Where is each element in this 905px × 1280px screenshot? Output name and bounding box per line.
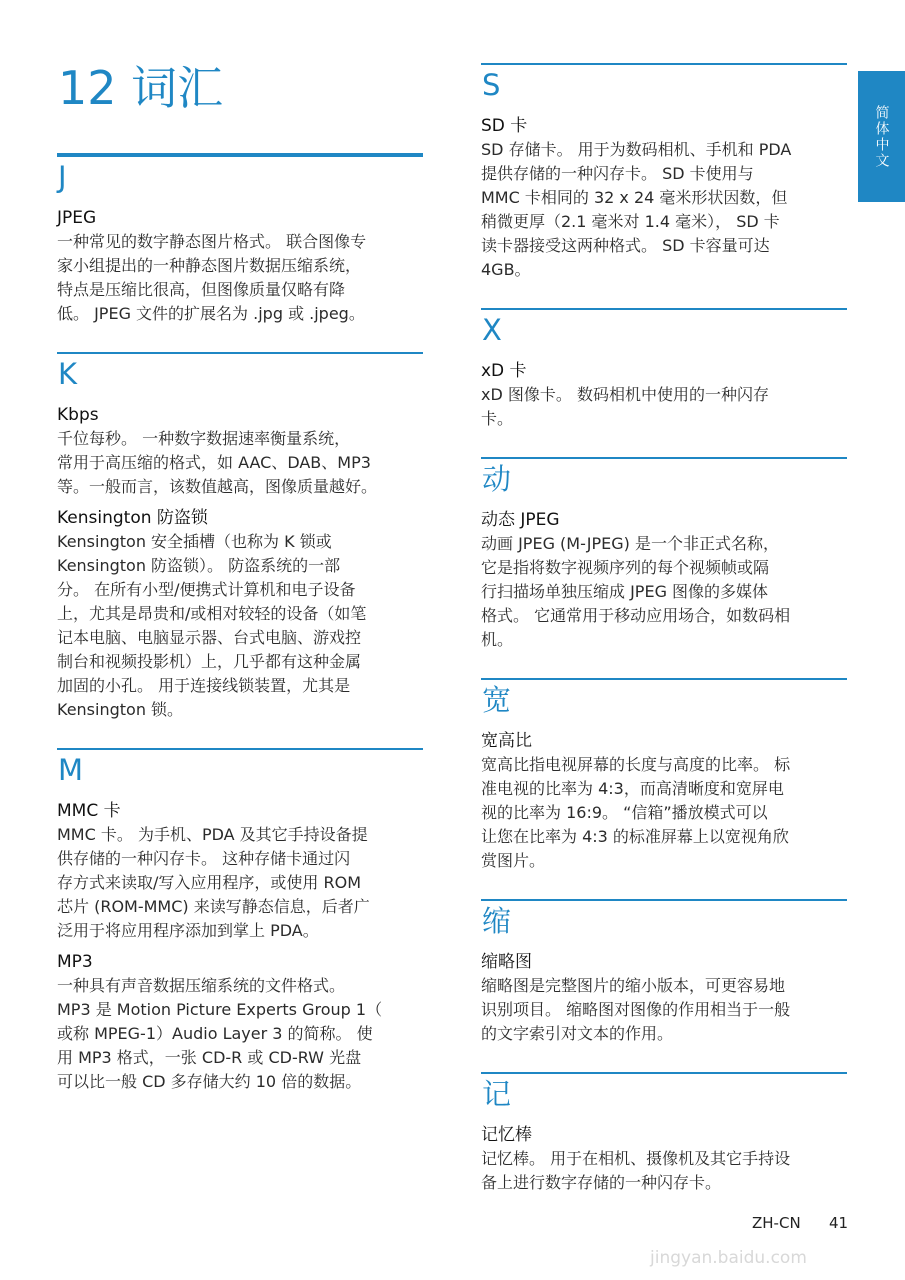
glossary-section (481, 678, 847, 873)
language-tab-label: 简体中文 (873, 104, 890, 169)
glossary-term: 缩略图 (481, 952, 532, 972)
page-title: 12 词汇 (58, 61, 224, 115)
right-column (481, 63, 847, 1203)
section-heading: K (58, 357, 78, 391)
glossary-section (57, 352, 423, 722)
section-heading: M (58, 753, 84, 787)
glossary-term: SD 卡 (481, 116, 528, 136)
section-divider (481, 63, 847, 65)
section-divider (57, 153, 423, 157)
glossary-section (57, 748, 423, 1094)
glossary-definition: Kensington 安全插槽（也称为 K 锁或 Kensington 防盗锁）。 防盗系统的一部 分。 在所有小型/便携式计算机和电子设备 上，尤其是昂贵和/或相对较轻的设备（如笔 记本电脑、电脑显示器、台式电脑、游戏控 制台和视频投影机）上，几乎都有这种金属 加固的小孔。 用于连接线锁装置，尤其是 Kensington 锁。 (57, 532, 367, 719)
section-divider (481, 457, 847, 459)
page-number: 41 (829, 1214, 849, 1232)
glossary-term: Kbps (57, 405, 99, 425)
glossary-definition: 缩略图是完整图片的缩小版本，可更容易地 识别项目。 缩略图对图像的作用相当于一般 的文字索引对文本的作用。 (481, 976, 791, 1043)
section-divider (481, 899, 847, 901)
glossary-section (57, 153, 423, 326)
glossary-definition: MMC 卡。 为手机、PDA 及其它手持设备提 供存储的一种闪存卡。 这种存储卡通过闪 存方式来读取/写入应用程序，或使用 ROM 芯片 (ROM-MMC) 来读写静态信息，后者广 泛用于将应用程序添加到掌上 PDA。 (57, 825, 370, 940)
section-heading: 动 (482, 462, 512, 496)
glossary-definition: 一种常见的数字静态图片格式。 联合图像专 家小组提出的一种静态图片数据压缩系统， 特点是压缩比很高，但图像质量仅略有降 低。 JPEG 文件的扩展名为 .jpg 或 .jpeg。 (57, 232, 367, 323)
glossary-definition: xD 图像卡。 数码相机中使用的一种闪存 卡。 (481, 385, 769, 428)
section-divider (481, 308, 847, 310)
section-divider (481, 678, 847, 680)
section-heading: S (482, 68, 501, 102)
glossary-term: 动态 JPEG (481, 510, 560, 530)
glossary-term: MMC 卡 (57, 801, 121, 821)
glossary-term: MP3 (57, 952, 93, 972)
section-divider (481, 1072, 847, 1074)
glossary-definition: 一种具有声音数据压缩系统的文件格式。 MP3 是 Motion Picture Experts Group 1（ 或称 MPEG-1）Audio Layer 3 的简称。 使 用 MP3 格式，一张 CD-R 或 CD-RW 光盘 可以比一般 CD 多存储大约 10 倍的数据。 (57, 976, 383, 1091)
glossary-definition: 动画 JPEG (M-JPEG) 是一个非正式名称， 它是指将数字视频序列的每个视频帧或隔 行扫描场单独压缩成 JPEG 图像的多媒体 格式。 它通常用于移动应用场合，如数码相 机。 (481, 534, 791, 649)
glossary-term: xD 卡 (481, 361, 527, 381)
glossary-section (481, 63, 847, 282)
glossary-entry (481, 730, 847, 873)
glossary-entry (57, 404, 423, 499)
glossary-section (481, 899, 847, 1046)
glossary-term: 记忆棒 (481, 1125, 532, 1145)
glossary-section (481, 457, 847, 652)
glossary-term: JPEG (57, 208, 97, 228)
glossary-definition: 千位每秒。 一种数字数据速率衡量系统， 常用于高压缩的格式，如 AAC、DAB、MP3 等。一般而言，该数值越高，图像质量越好。 (57, 429, 378, 496)
section-heading: 缩 (482, 904, 512, 938)
glossary-term: 宽高比 (481, 731, 532, 751)
baidu-jingyan-watermark-url: jingyan.baidu.com (650, 1248, 807, 1268)
footer-language-code: ZH-CN (752, 1214, 801, 1232)
glossary-definition: 记忆棒。 用于在相机、摄像机及其它手持设 备上进行数字存储的一种闪存卡。 (481, 1149, 791, 1192)
section-heading: 记 (482, 1077, 512, 1111)
glossary-entry (57, 207, 423, 326)
language-tab (858, 71, 905, 202)
glossary-entry (481, 360, 847, 431)
left-column (57, 153, 423, 1102)
section-divider (57, 352, 423, 354)
glossary-definition: 宽高比指电视屏幕的长度与高度的比率。 标 准电视的比率为 4:3，而高清晰度和宽屏电 视的比率为 16:9。 “信箱”播放模式可以 让您在比率为 4:3 的标准屏幕上以宽视角欣 赏图片。 (481, 755, 791, 870)
glossary-definition: SD 存储卡。 用于为数码相机、手机和 PDA 提供存储的一种闪存卡。 SD 卡使用与 MMC 卡相同的 32 x 24 毫米形状因数，但 稍微更厚（2.1 毫米对 1.4 毫米）， SD 卡 读卡器接受这两种格式。 SD 卡容量可达 4GB。 (481, 140, 792, 279)
glossary-section (481, 308, 847, 431)
glossary-entry (481, 115, 847, 282)
glossary-term: Kensington 防盗锁 (57, 508, 208, 528)
glossary-entry (57, 800, 423, 943)
section-heading: 宽 (482, 683, 512, 717)
baidu-jingyan-watermark-logo (640, 1162, 860, 1252)
section-heading: X (482, 313, 502, 347)
glossary-entry (57, 951, 423, 1094)
glossary-entry (481, 509, 847, 652)
glossary-entry (57, 507, 423, 722)
glossary-entry (481, 951, 847, 1046)
section-heading: J (58, 160, 67, 194)
section-divider (57, 748, 423, 750)
